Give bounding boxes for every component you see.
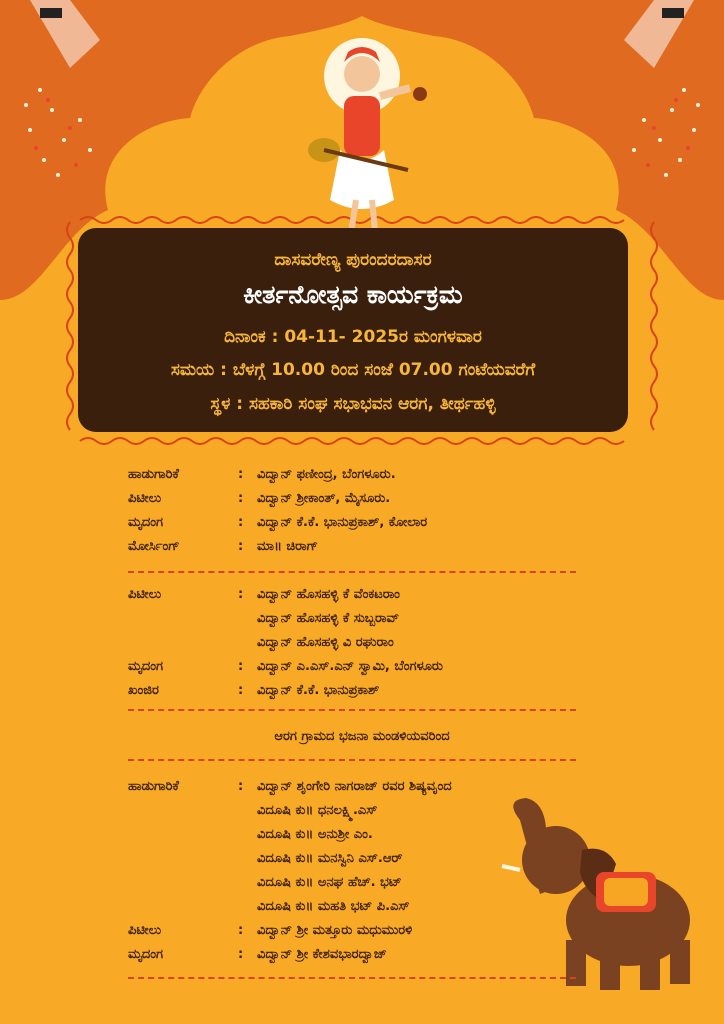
banner-title: ಕೀರ್ತನೋತ್ಸವ ಕಾರ್ಯಕ್ರಮ bbox=[243, 280, 463, 309]
artist-name: ವಿದ್ವಾನ್ ಹೊಸಹಳ್ಳಿ ಕೆ ವೆಂಕಟರಾಂ bbox=[257, 587, 400, 602]
artist-name: ವಿದ್ವಾನ್ ಶ್ರೀ ಮತ್ತೂರು ಮಧುಮುರಳಿ bbox=[257, 923, 413, 938]
role-label: ಮೋರ್ಸಿಂಗ್ bbox=[128, 539, 180, 554]
role-label: ಪಿಟೀಲು bbox=[128, 587, 162, 602]
artist-name: ಮಾ॥ ಚಿರಾಗ್ bbox=[257, 539, 318, 554]
event-banner bbox=[78, 228, 628, 432]
artist-name: ವಿದ್ವಾನ್ ಫಣೀಂದ್ರ, ಬೆಂಗಳೂರು. bbox=[257, 467, 396, 482]
banner-time: ಸಮಯ : ಬೆಳಗ್ಗೆ 10.00 ರಿಂದ ಸಂಜೆ 07.00 ಗಂಟೆಯವರೆಗೆ bbox=[170, 360, 536, 380]
divider bbox=[128, 977, 576, 979]
role-label: ಪಿಟೀಲು bbox=[128, 491, 162, 506]
divider bbox=[128, 571, 576, 573]
artist-name: ವಿದ್ವಾನ್ ಶೃಂಗೇರಿ ನಾಗರಾಜ್ ರವರ ಶಿಷ್ಯವೃಂದ bbox=[257, 779, 452, 794]
role-label: ಖಂಜಿರ bbox=[128, 683, 159, 698]
role-label: ಪಿಟೀಲು bbox=[128, 923, 162, 938]
role-label: ಮೃದಂಗ bbox=[128, 947, 164, 962]
role-label: ಹಾಡುಗಾರಿಕೆ bbox=[128, 779, 179, 794]
banner-venue: ಸ್ಥಳ : ಸಹಕಾರಿ ಸಂಘ ಸಭಾಭವನ ಆರಗ, ತೀರ್ಥಹಳ್ಳಿ bbox=[210, 394, 496, 414]
elephant-illustration bbox=[502, 798, 690, 990]
artist-name: ವಿದ್ವಾನ್ ಶ್ರೀ ಕೇಶವಭಾರದ್ವಾಜ್ bbox=[257, 947, 387, 962]
flower-hands-right bbox=[624, 0, 700, 177]
artist-name: ವಿದೂಷಿ ಕು॥ ಮಹತಿ ಭಟ್ ಪಿ.ಎಸ್ bbox=[257, 899, 410, 914]
role-label: ಮೃದಂಗ bbox=[128, 659, 164, 674]
artist-name: ವಿದೂಷಿ ಕು॥ ಧನಲಕ್ಷ್ಮಿ.ಎಸ್ bbox=[257, 803, 378, 818]
flower-hands-left bbox=[24, 0, 100, 177]
artist-name: ವಿದ್ವಾನ್ ಕೆ.ಕೆ. ಭಾನುಪ್ರಕಾಶ್ bbox=[257, 683, 380, 698]
role-label: ಮೃದಂಗ bbox=[128, 515, 164, 530]
banner-date: ದಿನಾಂಕ : 04-11- 2025ರ ಮಂಗಳವಾರ bbox=[224, 327, 482, 347]
artist-name: ವಿದ್ವಾನ್ ಎ.ಎಸ್.ಎನ್ ಸ್ವಾಮಿ, ಬೆಂಗಳೂರು bbox=[257, 659, 443, 674]
role-label: ಹಾಡುಗಾರಿಕೆ bbox=[128, 467, 179, 482]
divider bbox=[128, 759, 576, 761]
artist-name: ವಿದ್ವಾನ್ ಶ್ರೀಕಾಂತ್, ಮೈಸೂರು. bbox=[257, 491, 391, 506]
artist-name: ವಿದ್ವಾನ್ ಕೆ.ಕೆ. ಭಾನುಪ್ರಕಾಶ್, ಕೋಲಾರ bbox=[257, 515, 428, 530]
bhajan-mandali-heading: ಆರಗ ಗ್ರಾಮದ ಭಜನಾ ಮಂಡಳಿಯವರಿಂದ bbox=[274, 729, 450, 744]
divider bbox=[128, 709, 576, 711]
artist-name: ವಿದೂಷಿ ಕು॥ ಮನಸ್ವಿನಿ ಎಸ್.ಆರ್ bbox=[257, 851, 403, 866]
artist-name: ವಿದೂಷಿ ಕು॥ ಅನುಶ್ರೀ ಎಂ. bbox=[257, 827, 373, 842]
artist-name: ವಿದೂಷಿ ಕು॥ ಅನಘ ಹೆಚ್. ಭಟ್ bbox=[257, 875, 402, 890]
artist-name: ವಿದ್ವಾನ್ ಹೊಸಹಳ್ಳಿ ವಿ ರಘುರಾಂ bbox=[257, 635, 394, 650]
artist-name: ವಿದ್ವಾನ್ ಹೊಸಹಳ್ಳಿ ಕೆ ಸುಬ್ಬರಾವ್ bbox=[257, 611, 400, 626]
banner-subtitle: ದಾಸವರೇಣ್ಯ ಪುರಂದರದಾಸರ bbox=[274, 250, 432, 270]
